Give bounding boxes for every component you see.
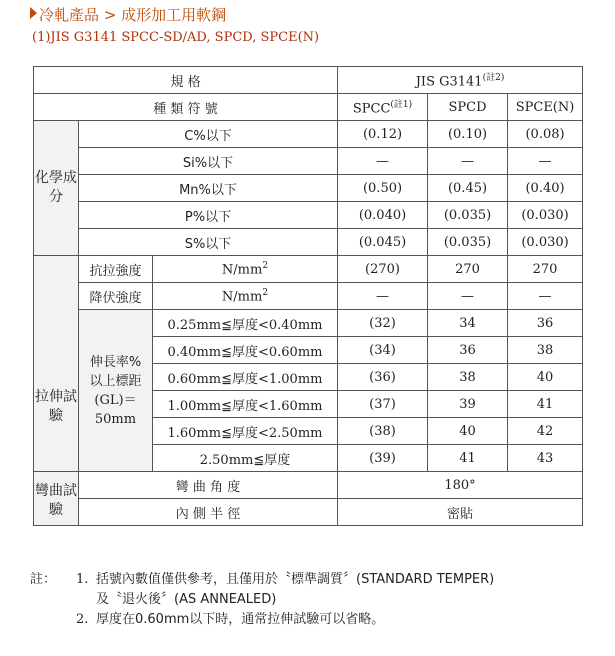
cell-value: 36 (428, 337, 508, 364)
type-label: 種 類 符 號 (34, 94, 338, 121)
cell-value: 41 (428, 445, 508, 472)
elongation-label (79, 310, 153, 472)
cell-value: (37) (338, 391, 428, 418)
spec-value-cell (338, 67, 583, 94)
cell-value: — (508, 148, 583, 175)
table-row (34, 67, 583, 94)
cell-value: (0.045) (338, 229, 428, 256)
thickness-range: 0.60mm≦厚度<1.00mm (153, 364, 338, 391)
cell-value: 38 (428, 364, 508, 391)
note-text: 厚度在0.60mm以下時，通常拉伸試驗可以省略。 (96, 612, 385, 627)
cell-value: (32) (338, 310, 428, 337)
thickness-range: 1.60mm≦厚度<2.50mm (153, 418, 338, 445)
cell-value: (0.40) (508, 175, 583, 202)
row-label: C%以下 (79, 121, 338, 148)
breadcrumb-separator: > (103, 6, 117, 24)
breadcrumb-category[interactable]: 冷軋產品 (39, 6, 100, 24)
cell-value: — (338, 283, 428, 310)
table-row (34, 472, 583, 499)
cell-value: (270) (338, 256, 428, 283)
table-row (34, 148, 583, 175)
table-row (34, 256, 583, 283)
table-row (34, 94, 583, 121)
cell-value: 270 (428, 256, 508, 283)
cell-value: (0.10) (428, 121, 508, 148)
row-label: P%以下 (79, 202, 338, 229)
table-row (34, 202, 583, 229)
grade-header (508, 94, 583, 121)
tensile-strength-label: 抗拉強度 (79, 256, 153, 283)
cell-value: (0.50) (338, 175, 428, 202)
cell-value: (0.040) (338, 202, 428, 229)
cell-value: 34 (428, 310, 508, 337)
breadcrumb (30, 4, 226, 25)
cell-value: 36 (508, 310, 583, 337)
grade-name: SPCE(N) (515, 99, 575, 115)
unit-text: N/mm (221, 262, 263, 278)
notes-label: 註： (30, 572, 57, 587)
cell-value: (0.12) (338, 121, 428, 148)
note-number: 1. (76, 572, 89, 587)
elongation-label-line: 伸長率% (89, 354, 142, 370)
elongation-label-line: (GL)＝ (94, 392, 137, 408)
cell-value: (0.030) (508, 202, 583, 229)
cell-value: — (508, 283, 583, 310)
table-row (34, 175, 583, 202)
cell-value: (0.08) (508, 121, 583, 148)
cell-value: 43 (508, 445, 583, 472)
inner-radius-label: 內 側 半 徑 (79, 499, 338, 526)
unit-sup: 2 (262, 287, 269, 298)
cell-value: (0.45) (428, 175, 508, 202)
bend-group-label: 彎曲試驗 (34, 472, 79, 526)
elongation-label-line: 50mm (94, 411, 137, 427)
spec-label: 規 格 (34, 67, 338, 94)
spec-note: (註2) (482, 73, 505, 84)
row-label: Mn%以下 (79, 175, 338, 202)
grade-name: SPCC (352, 101, 391, 117)
grade-header (428, 94, 508, 121)
cell-value: 42 (508, 418, 583, 445)
unit-cell (153, 256, 338, 283)
note-text: 括號內數值僅供參考，且僅用於〝標準調質〞(STANDARD TEMPER) (96, 572, 495, 587)
cell-value: 40 (428, 418, 508, 445)
cell-value: 39 (428, 391, 508, 418)
inner-radius-value: 密貼 (338, 499, 583, 526)
yield-strength-label: 降伏強度 (79, 283, 153, 310)
thickness-range: 0.25mm≦厚度<0.40mm (153, 310, 338, 337)
cell-value: (39) (338, 445, 428, 472)
spec-table (33, 66, 583, 526)
caret-right-icon (30, 7, 37, 19)
table-row (34, 283, 583, 310)
cell-value: 41 (508, 391, 583, 418)
cell-value: (0.030) (508, 229, 583, 256)
cell-value: (38) (338, 418, 428, 445)
unit-text: N/mm (221, 289, 263, 305)
table-row (34, 499, 583, 526)
note-number: 2. (76, 612, 89, 627)
table-row (34, 310, 583, 337)
table-row (34, 229, 583, 256)
cell-value: (36) (338, 364, 428, 391)
cell-value: 38 (508, 337, 583, 364)
cell-value: 270 (508, 256, 583, 283)
bend-angle-value: 180° (338, 472, 583, 499)
row-label: Si%以下 (79, 148, 338, 175)
bend-angle-label: 彎 曲 角 度 (79, 472, 338, 499)
grade-name: SPCD (448, 99, 487, 115)
thickness-range: 0.40mm≦厚度<0.60mm (153, 337, 338, 364)
cell-value: 40 (508, 364, 583, 391)
thickness-range: 1.00mm≦厚度<1.60mm (153, 391, 338, 418)
note-text: 及〝退火後〞(AS ANNEALED) (96, 592, 277, 607)
elongation-label-line: 以上標距 (89, 373, 142, 389)
breadcrumb-page: 成形加工用軟鋼 (121, 6, 227, 24)
page-subtitle: (1)JIS G3141 SPCC-SD/AD, SPCD, SPCE(N) (32, 30, 320, 45)
thickness-range: 2.50mm≦厚度 (153, 445, 338, 472)
cell-value: (34) (338, 337, 428, 364)
tensile-group-label: 拉伸試驗 (34, 256, 79, 472)
cell-value: (0.035) (428, 229, 508, 256)
row-label: S%以下 (79, 229, 338, 256)
cell-value: — (428, 283, 508, 310)
cell-value: (0.035) (428, 202, 508, 229)
unit-sup: 2 (262, 260, 269, 271)
spec-value: JIS G3141 (415, 74, 483, 90)
grade-note: (註1) (390, 100, 413, 111)
grade-header (338, 94, 428, 121)
cell-value: — (338, 148, 428, 175)
unit-cell (153, 283, 338, 310)
table-row (34, 121, 583, 148)
cell-value: — (428, 148, 508, 175)
chemical-group-label: 化學成分 (34, 121, 79, 256)
